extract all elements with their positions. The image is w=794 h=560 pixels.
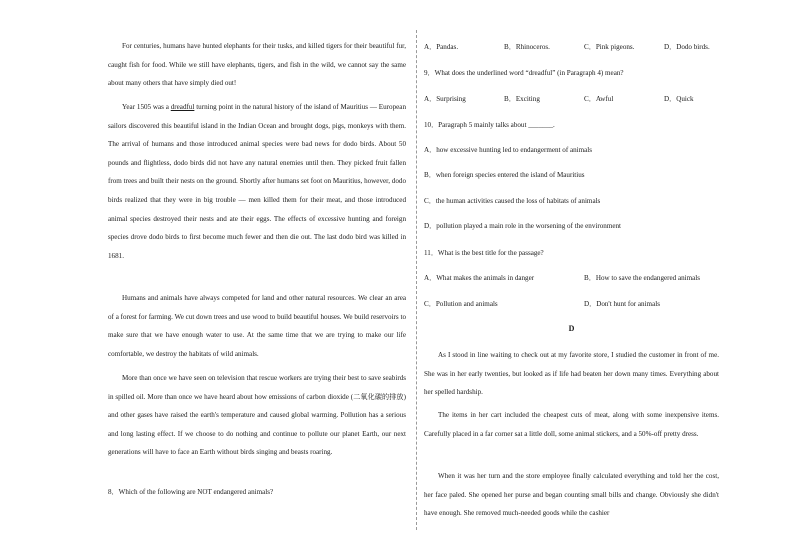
question-10: 10．Paragraph 5 mainly talks about _______. (424, 121, 555, 129)
q8-option-b: B．Rhinoceros. (504, 43, 550, 51)
q10-option-b: B．when foreign species entered the island of Mauritius (424, 171, 585, 179)
underlined-word: dreadful (170, 103, 195, 111)
question-9: 9．What does the underlined word “dreadful” (in Paragraph 4) mean? (424, 69, 624, 77)
passage-paragraph-2 (108, 98, 406, 265)
q11-option-d: D．Don't hunt for animals (584, 300, 660, 308)
q8-option-d: D．Dodo birds. (664, 43, 710, 51)
section-title: D (568, 324, 575, 333)
passage-paragraph-1: For centuries, humans have hunted elephants for their tusks, and killed tigers for their beautiful fur, caught fish for food. While we still have elephants, tigers, and fish in the wild, we cannot say the same about many others that have simply died out! (108, 42, 406, 88)
paragraph-2-start: Year 1505 was a (122, 103, 171, 111)
column-divider (416, 30, 417, 530)
q8-option-a: A．Pandas. (424, 43, 459, 51)
q9-option-b: B．Exciting (504, 95, 540, 103)
q8-option-c: C．Pink pigeons. (584, 43, 635, 51)
passage-d-paragraph-3: When it was her turn and the store employee finally calculated everything and told her the cost, her face paled. She opened her purse and began counting small bills and change. Obviously she didn't have enough. She removed much-needed goods while the cashier (424, 472, 719, 518)
q9-option-c: C．Awful (584, 95, 614, 103)
q10-option-d: D．pollution played a main role in the worsening of the environment (424, 222, 622, 230)
q11-option-c: C．Pollution and animals (424, 300, 498, 308)
passage-d-paragraph-1: As I stood in line waiting to check out at my favorite store, I studied the customer in front of me. She was in her early twenties, but looked as if life had beaten her down many times. Everything about her spelled hardship. (424, 351, 719, 397)
q9-option-a: A．Surprising (424, 95, 466, 103)
q9-option-d: D．Quick (664, 95, 694, 103)
question-11: 11．What is the best title for the passage? (424, 249, 544, 257)
passage-d-paragraph-2: The items in her cart included the cheapest cuts of meat, along with some inexpensive items. Carefully placed in a far corner sat a little doll, some animal stickers, and a 50%-off pretty dress. (424, 411, 719, 438)
passage-paragraph-3: Humans and animals have always competed for land and other natural resources. We clear an area of a forest for farming. We cut down trees and use wood to build beautiful houses. We build reservoirs to make sure that we have enough water to use. At the same time that we are trying to make our life comfortable, we destroy the habitats of wild animals. (108, 294, 406, 358)
question-8: 8．Which of the following are NOT endangered animals? (108, 488, 274, 496)
paragraph-2-rest: turning point in the natural history of the island of Mauritius — European sailors discovered this beautiful island in the Indian Ocean and brought dogs, pigs, monkeys with them. The arrival of humans and those introduced animal species were bad news for dodo birds. About 50 pounds and flightless, dodo birds did not have any natural enemies until then. They picked fruit fallen from trees and built their nests on the ground. Shortly after humans set foot on Mauritius, however, dodo birds realized that they were in big trouble — men killed them for their meat, and those introduced animal species destroyed their nests and ate their eggs. The effects of excessive hunting and foreign species drove dodo birds to first become much fewer and then die out. The last dodo bird was killed in 1681. (108, 103, 406, 260)
q11-option-b: B．How to save the endangered animals (584, 274, 701, 282)
q11-option-a: A．What makes the animals in danger (424, 274, 535, 282)
q10-option-c: C．the human activities caused the loss of habitats of animals (424, 197, 601, 205)
q10-option-a: A．how excessive hunting led to endangerment of animals (424, 146, 593, 154)
passage-paragraph-4: More than once we have seen on television that rescue workers are trying their best to save seabirds in spilled oil. More than once we have heard about how emissions of carbon dioxide (二氧化碳的排放) and other gases have raised the earth's temperature and caused global warming. Pollution has a serious and long lasting effect. If we choose to do nothing and continue to pollute our planet Earth, our next generations will have to face an Earth without birds singing and beasts roaring. (108, 374, 406, 457)
